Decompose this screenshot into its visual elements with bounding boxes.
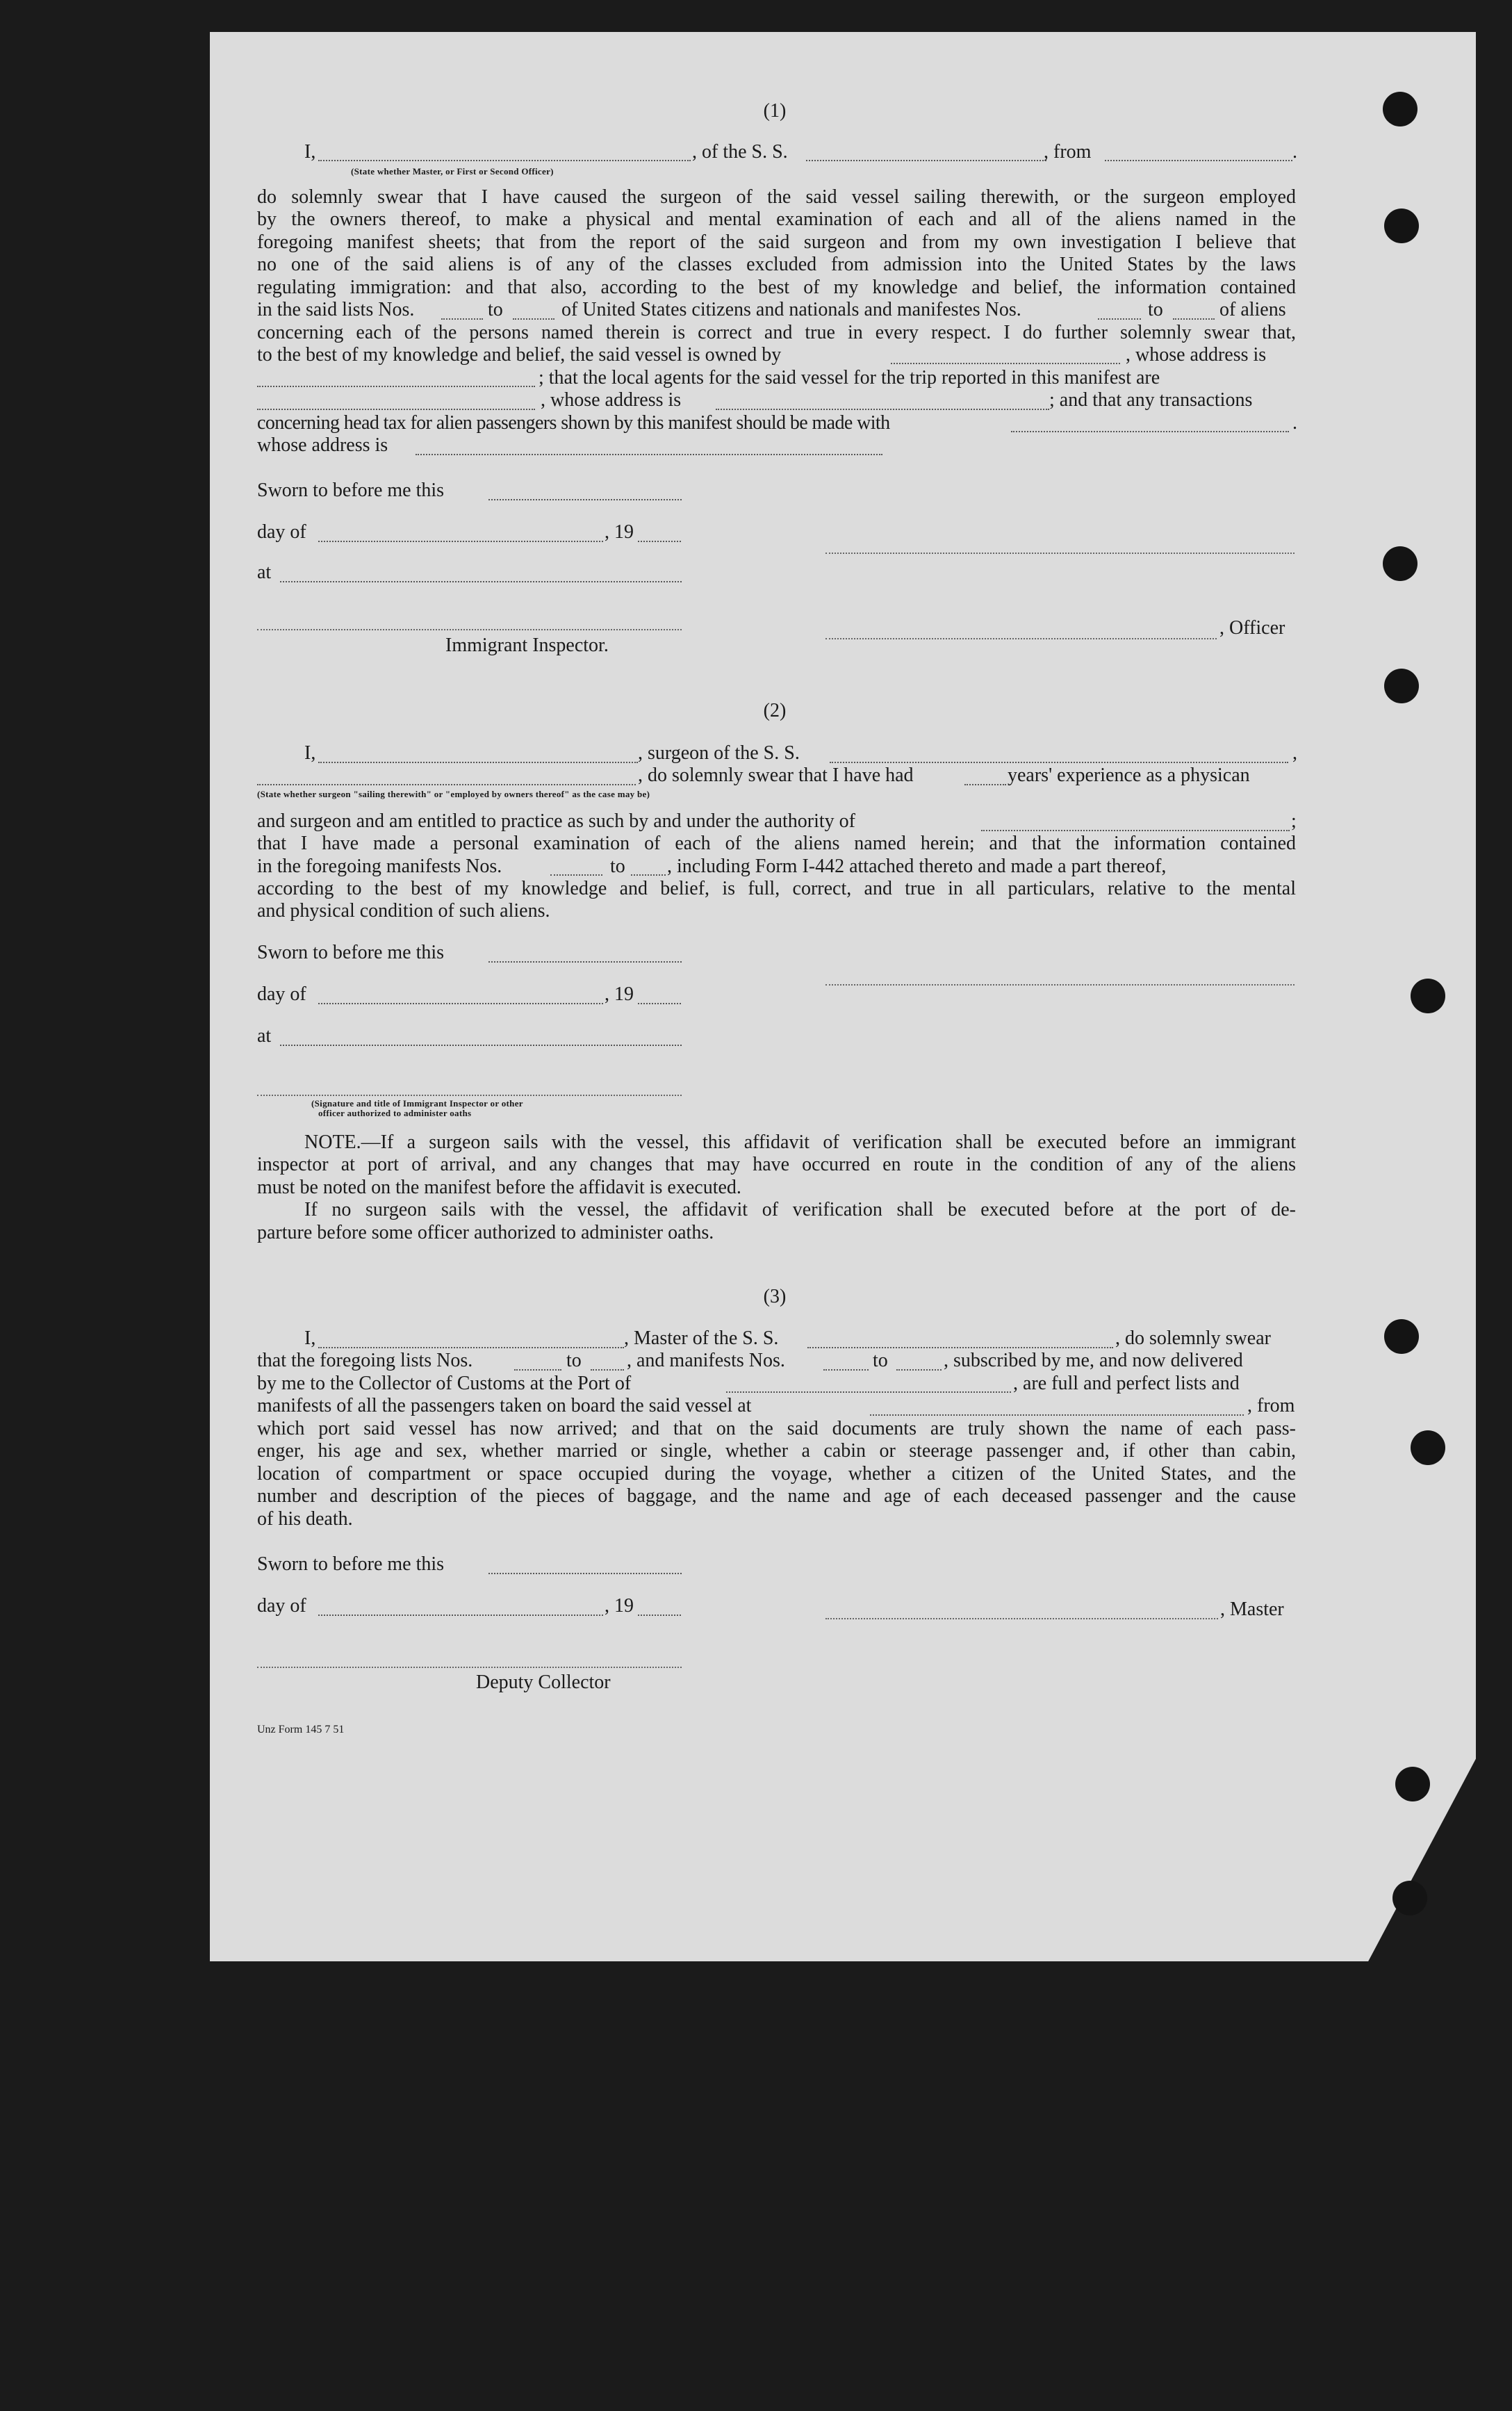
vessel-name-blank[interactable] — [806, 160, 1046, 161]
lists-from-blank[interactable] — [514, 1369, 561, 1371]
master-vessel-blank[interactable] — [807, 1347, 1113, 1348]
manifests-to-label: to — [1148, 299, 1163, 320]
manifests-from-blank[interactable] — [1098, 318, 1141, 320]
month-blank[interactable] — [318, 541, 603, 542]
port-of-departure-blank[interactable] — [870, 1414, 1244, 1416]
master-paragraph-line: which port said vessel has now arrived; and that on the said documents are truly shown the name of each pass- — [257, 1418, 1296, 1439]
from-port-blank[interactable] — [1105, 160, 1292, 161]
punch-hole — [1411, 979, 1445, 1013]
inspector-title: Immigrant Inspector. — [445, 635, 609, 656]
note-line: inspector at port of arrival, and any changes that may have occurred en route in the condition of any of the aliens — [257, 1154, 1296, 1175]
oath-paragraph-line: regulating immigration: and that also, according to the best of my knowledge and belief, the information contained — [257, 277, 1296, 298]
form-i442-label: , including Form I-442 attached thereto and made a part thereof, — [667, 856, 1167, 877]
surgeon-paragraph-line: and physical condition of such aliens. — [257, 900, 550, 922]
officer-i-label: I, — [304, 141, 316, 163]
collector-signature-line[interactable] — [257, 1667, 682, 1668]
note-line: must be noted on the manifest before the affidavit is executed. — [257, 1177, 741, 1198]
surgeon-name-blank[interactable] — [318, 762, 638, 763]
surgeon-manifests-from-blank[interactable] — [550, 874, 602, 876]
year-blank[interactable] — [638, 1003, 681, 1004]
and-manifests-label: , and manifests Nos. — [627, 1350, 785, 1371]
line-end-comma: , — [1292, 742, 1297, 764]
lists-nos-label: in the said lists Nos. — [257, 299, 415, 320]
sworn-day-blank[interactable] — [488, 1573, 682, 1574]
section-2-number: (2) — [763, 700, 787, 721]
manifests-from-blank[interactable] — [823, 1369, 869, 1371]
subscribed-label: , subscribed by me, and now delivered — [944, 1350, 1243, 1371]
do-solemnly-swear-label: , do solemnly swear — [1115, 1327, 1271, 1349]
at-place-blank[interactable] — [280, 1045, 682, 1046]
foregoing-manifests-label: in the foregoing manifests Nos. — [257, 856, 502, 877]
master-label: , Master — [1220, 1599, 1284, 1620]
from-label: , from — [1247, 1395, 1295, 1416]
inspector-signature-line[interactable] — [257, 629, 682, 630]
head-tax-agent-blank[interactable] — [1011, 431, 1289, 432]
sworn-day-blank[interactable] — [488, 961, 682, 963]
officer-signature-line[interactable] — [825, 638, 1217, 639]
transactions-label: ; and that any transactions — [1049, 389, 1253, 411]
whose-address-label-2: whose address is — [257, 434, 388, 456]
surgeon-of-ss-label: , surgeon of the S. S. — [638, 742, 800, 764]
oath-paragraph-line: no one of the said aliens is of any of the classes excluded from admission into the United States by the laws — [257, 254, 1296, 275]
oath-paragraph-line: do solemnly swear that I have caused the surgeon of the said vessel sailing therewith, or the surgeon employed — [257, 186, 1296, 208]
authority-label: and surgeon and am entitled to practice as such by and under the authority of — [257, 810, 855, 832]
oath-paragraph-line: concerning each of the persons named therein is correct and true in every respect. I do further solemnly swear that, — [257, 322, 1296, 343]
surgeon-i-label: I, — [304, 742, 316, 764]
surgeon-vessel-blank[interactable] — [830, 762, 1288, 763]
agents-address-label: , whose address is — [541, 389, 682, 411]
section-1-number: (1) — [763, 100, 787, 122]
oath-paragraph-line: by the owners thereof, to make a physical and mental examination of each and all of the aliens named in the — [257, 209, 1296, 230]
whose-address-label: , whose address is — [1126, 344, 1267, 366]
sworn-label: Sworn to before me this — [257, 1553, 445, 1575]
officer-name-blank[interactable] — [318, 160, 691, 161]
oath-paragraph-line: foregoing manifest sheets; that from the report of the said surgeon and from my own investigation I believe that — [257, 231, 1296, 253]
punch-hole — [1395, 1767, 1430, 1801]
punch-hole — [1383, 92, 1418, 126]
section-3-number: (3) — [763, 1286, 787, 1307]
surgeon-paragraph-line: according to the best of my knowledge and belief, is full, correct, and true in all particulars, relative to the mental — [257, 878, 1296, 899]
year-label: , 19 — [605, 983, 634, 1005]
master-of-ss-label: , Master of the S. S. — [624, 1327, 779, 1349]
full-perfect-label: , are full and perfect lists and — [1013, 1373, 1240, 1394]
owner-address-blank[interactable] — [257, 386, 535, 387]
punch-hole — [1383, 546, 1418, 581]
master-paragraph-line: number and description of the pieces of baggage, and the name and age of each deceased passenger and the cause — [257, 1485, 1296, 1507]
collector-port-label: by me to the Collector of Customs at the Port of — [257, 1373, 632, 1394]
agents-address-blank[interactable] — [716, 409, 1049, 410]
years-experience-label: years' experience as a physican — [1008, 765, 1250, 786]
punch-hole — [1392, 1881, 1427, 1915]
line-end-period: . — [1292, 412, 1297, 434]
surgeon-type-note: (State whether surgeon "sailing therewith" or "employed by owners thereof" as the case may be) — [257, 789, 650, 799]
day-of-label: day of — [257, 1595, 306, 1617]
note-line: NOTE.—If a surgeon sails with the vessel, this affidavit of verification shall be executed before an immigrant — [304, 1131, 1296, 1153]
head-tax-address-blank[interactable] — [416, 454, 882, 455]
master-name-blank[interactable] — [318, 1347, 624, 1348]
surgeon-signature-line[interactable] — [825, 984, 1295, 986]
punch-hole — [1411, 1430, 1445, 1465]
from-label: , from — [1044, 141, 1092, 163]
of-aliens-label: of aliens — [1219, 299, 1286, 320]
surgeon-manifests-to-label: to — [610, 856, 625, 877]
line-end-semicolon: ; — [1291, 810, 1297, 832]
master-paragraph-line: of his death. — [257, 1508, 353, 1530]
swear-experience-label: , do solemnly swear that I have had — [638, 765, 914, 786]
lists-to-blank[interactable] — [591, 1369, 624, 1371]
punch-hole — [1384, 1319, 1419, 1354]
lists-to-label: to — [566, 1350, 582, 1371]
lists-from-blank[interactable] — [441, 318, 483, 320]
month-blank[interactable] — [318, 1615, 603, 1616]
manifests-to-label: to — [873, 1350, 888, 1371]
note-line: parture before some officer authorized to administer oaths. — [257, 1222, 714, 1243]
taken-on-board-label: manifests of all the passengers taken on board the said vessel at — [257, 1395, 752, 1416]
sworn-label: Sworn to before me this — [257, 942, 445, 963]
surgeon-manifests-to-blank[interactable] — [631, 874, 666, 876]
at-label: at — [257, 1025, 272, 1047]
day-of-label: day of — [257, 521, 306, 543]
owned-by-label: to the best of my knowledge and belief, the said vessel is owned by — [257, 344, 782, 366]
authority-blank[interactable] — [981, 830, 1290, 831]
at-place-blank[interactable] — [280, 581, 682, 582]
year-label: , 19 — [605, 1595, 634, 1617]
sworn-label: Sworn to before me this — [257, 480, 445, 501]
surgeon-type-blank[interactable] — [257, 784, 636, 785]
sworn-day-blank[interactable] — [488, 499, 682, 500]
officer-signature-line-1[interactable] — [825, 553, 1295, 554]
manifests-to-blank[interactable] — [896, 1369, 942, 1371]
witness-signature-line[interactable] — [257, 1095, 682, 1096]
manifests-to-blank[interactable] — [1173, 318, 1215, 320]
owner-blank[interactable] — [891, 363, 1120, 364]
surgeon-paragraph-line: that I have made a personal examination of each of the aliens named herein; and that the information contained — [257, 833, 1296, 854]
year-blank[interactable] — [638, 541, 681, 542]
lists-to-blank[interactable] — [513, 318, 554, 320]
foregoing-lists-label: that the foregoing lists Nos. — [257, 1350, 473, 1371]
master-i-label: I, — [304, 1327, 316, 1349]
of-ss-label: , of the S. S. — [692, 141, 788, 163]
local-agents-label: ; that the local agents for the said vessel for the trip reported in this manifest are — [539, 367, 1160, 389]
signature-title-note: officer authorized to administer oaths — [318, 1108, 472, 1118]
master-paragraph-line: location of compartment or space occupied during the voyage, whether a citizen of the United States, and the — [257, 1463, 1296, 1485]
officer-label: , Officer — [1219, 617, 1285, 639]
line-end-period: . — [1292, 141, 1297, 163]
year-blank[interactable] — [638, 1615, 681, 1616]
collector-title: Deputy Collector — [476, 1672, 611, 1693]
signature-title-note: (Signature and title of Immigrant Inspector or other — [311, 1098, 523, 1109]
at-label: at — [257, 562, 272, 583]
agents-blank[interactable] — [257, 409, 535, 410]
note-line: If no surgeon sails with the vessel, the affidavit of verification shall be executed before at the port of de- — [304, 1199, 1296, 1220]
year-label: , 19 — [605, 521, 634, 543]
officer-rank-note: (State whether Master, or First or Second Officer) — [351, 166, 554, 177]
years-blank[interactable] — [964, 784, 1006, 785]
month-blank[interactable] — [318, 1003, 603, 1004]
master-signature-line[interactable] — [825, 1618, 1218, 1619]
punch-hole — [1384, 209, 1419, 243]
port-blank[interactable] — [726, 1391, 1011, 1393]
head-tax-label: concerning head tax for alien passengers shown by this manifest should be made with — [257, 412, 890, 434]
punch-hole — [1384, 669, 1419, 703]
citizens-manifests-label: of United States citizens and nationals and manifestes Nos. — [561, 299, 1021, 320]
form-number: Unz Form 145 7 51 — [257, 1724, 345, 1735]
lists-to-label: to — [488, 299, 503, 320]
day-of-label: day of — [257, 983, 306, 1005]
master-paragraph-line: enger, his age and sex, whether married or single, whether a cabin or steerage passenger and, if other than cabin, — [257, 1440, 1296, 1462]
